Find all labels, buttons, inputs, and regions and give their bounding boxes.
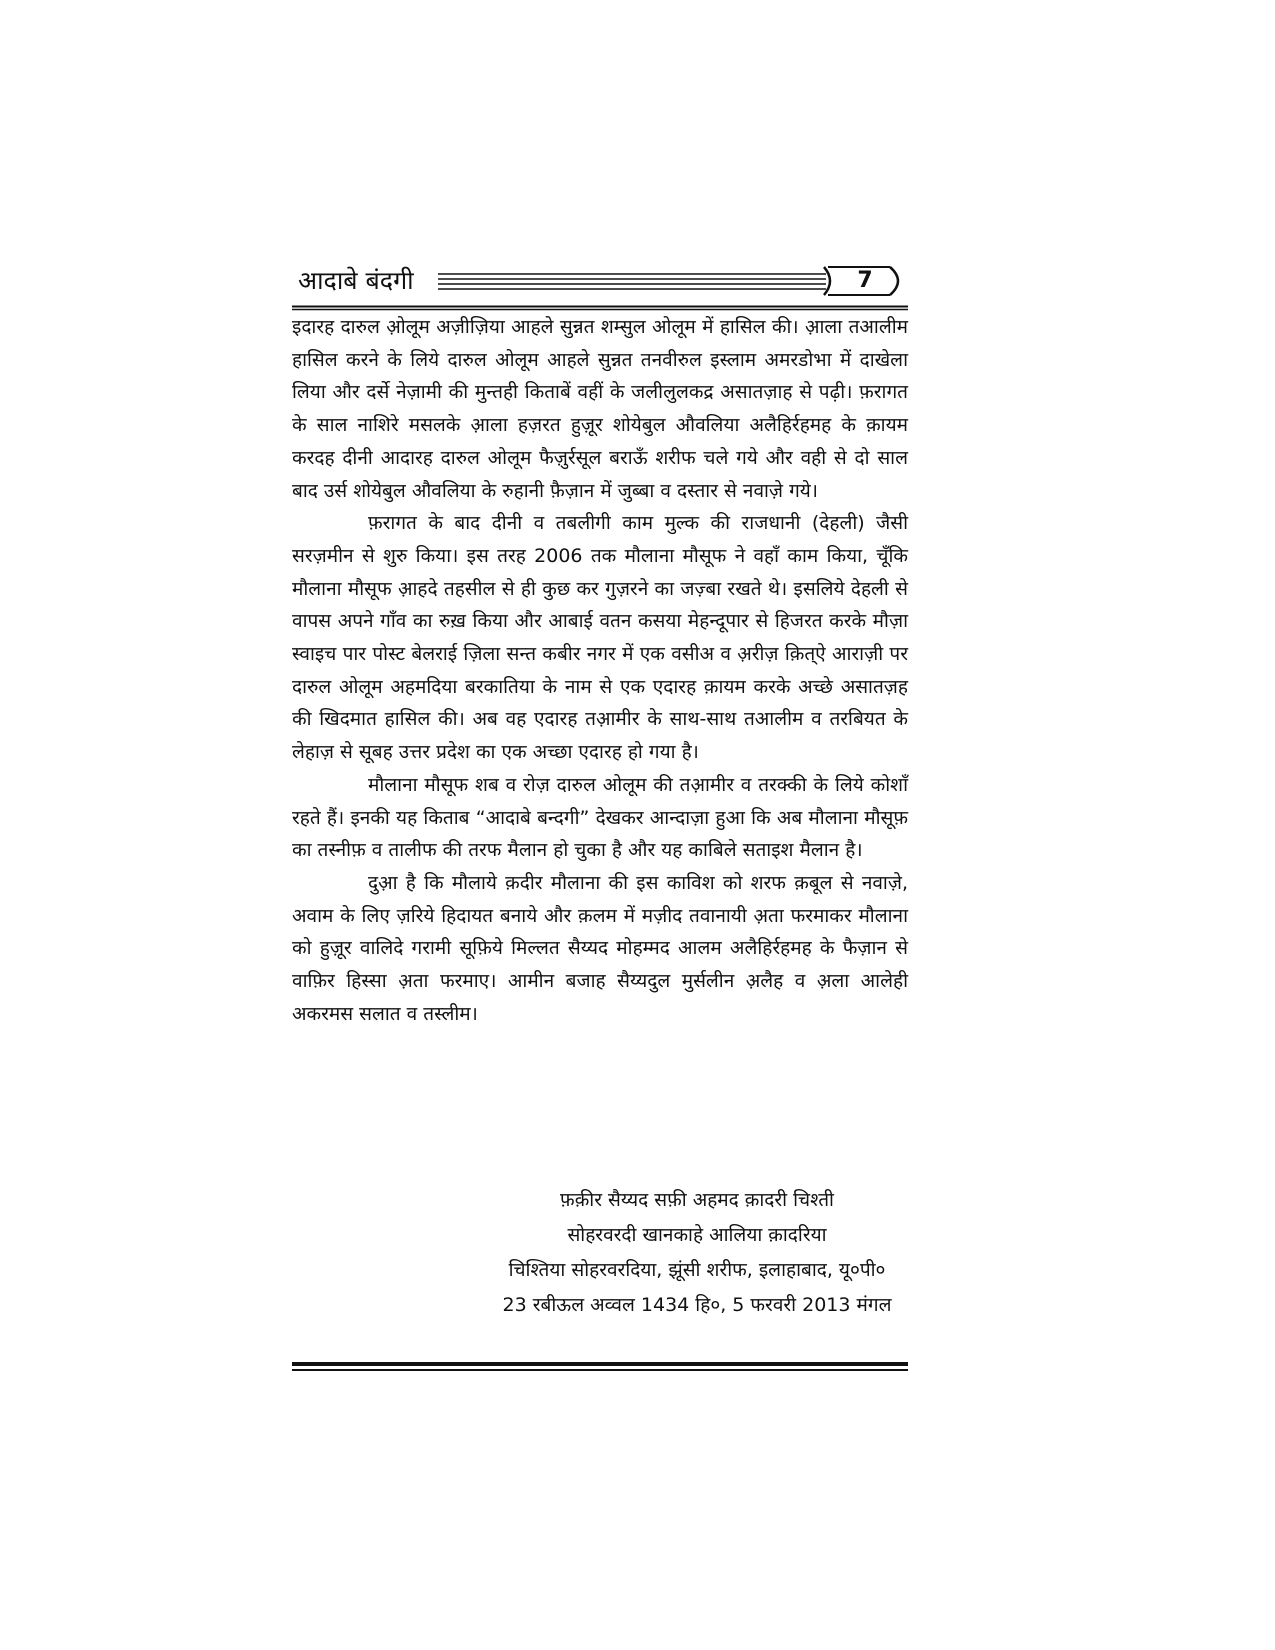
signature-title: सोहरवरदी खानकाहे आलिया क़ादरिया — [567, 1224, 827, 1246]
paragraph: फ़रागत के बाद दीनी व तबलीगी काम मुल्क की राजधानी (देहली) जैसी सरज़मीन से शुरु किया। इस तरह 2006 तक मौलाना मौसूफ ने वहाँ काम किया, चूँकि मौलाना मौसूफ आ़हदे तहसील से ही कुछ कर गुज़रने का जज़्बा रखते थे। इसलिये देहली से वापस अपने गाँव का रुख़ किया और आबाई वतन कसया मेहन्दूपार से हिजरत करके मौज़ा स्वाइच पार पोस्ट बेलराई ज़िला सन्त कबीर नगर में एक वसीअ व अ़रीज़ क़ित्ऐ आराज़ी पर दारुल ओलूम अहमदिया बरकातिया के नाम से एक एदारह क़ायम करके अच्छे असातज़ह की खिदमात हासिल की। अब वह एदारह तआ़मीर के साथ-साथ तआलीम व तरबियत के लेहाज़ से सूबह उत्तर प्रदेश का एक अच्छा एदारह हो गया है। — [292, 512, 908, 764]
page-number: 7 — [857, 268, 873, 293]
footer-rule-thick — [292, 1362, 908, 1366]
footer-rule-thin — [292, 1369, 908, 1371]
book-title: आदाबे बंदगी — [298, 266, 414, 295]
paragraph: मौलाना मौसूफ शब व रोज़ दारुल ओलूम की तआ़मीर व तरक्की के लिये कोशाँ रहते हैं। इनकी यह किताब “आदाबे बन्दगी” देखकर आन्दाज़ा हुआ कि अब मौलाना मौसूफ़ का तस्नीफ़ व तालीफ की तरफ मैलान हो चुका है और यह काबिले सताइश मैलान है। — [292, 773, 908, 862]
running-header — [292, 262, 910, 306]
body-text — [292, 311, 908, 1030]
paragraph: इदारह दारुल ओ़लूम अज़ीज़िया आहले सुन्नत शम्सुल ओलूम में हासिल की। आ़ला तआलीम हासिल करने के लिये दारुल ओलूम आहले सुन्नत तनवीरुल इस्लाम अमरडोभा में दाखेला लिया और दर्से नेज़ामी की मुन्तही किताबें वहीं के जलीलुलकद्र असातज़ाह से पढ़ी। फ़रागत के साल नाशिरे मसलके आ़ला हज़रत हुज़ूर शोयेबुल औवलिया अलैहिर्रहमह के क़ायम करदह दीनी आदारह दारुल ओलूम फैज़ुर्रसूल बराऊँ शरीफ चले गये और वही से दो साल बाद उर्स शोयेबुल औवलिया के रुहानी फ़ैज़ान में जुब्बा व दस्तार से नवाज़े गये। — [292, 316, 908, 502]
footer-rule — [292, 1362, 908, 1374]
signature-date: 23 रबीऊल अव्वल 1434 हि०, 5 फरवरी 2013 मंगल — [502, 1294, 892, 1316]
signature-block — [292, 1183, 1102, 1323]
signature-address: चिश्तिया सोहरवरदिया, झूंसी शरीफ, इलाहाबाद, यू०पी० — [508, 1259, 886, 1281]
header-ornament-lines — [438, 271, 826, 295]
paragraph: दुआ़ है कि मौलाये क़दीर मौलाना की इस काविश को शरफ क़बूल से नवाज़े, अवाम के लिए ज़रिये हिदायत बनाये और क़लम में मज़ीद तवानायी अ़ता फरमाकर मौलाना को हुज़ूर वालिदे गरामी सूफ़िये मिल्लत सैय्यद मोहम्मद आलम अलैहिर्रहमह के फैज़ान से वाफ़िर हिस्सा अ़ता फरमाए। आमीन बजाह सैय्यदुल मुर्सलीन अ़लैह व अ़ला आलेही अकरमस सलात व तस्लीम। — [292, 871, 908, 1025]
signature-name: फ़क़ीर सैय्यद सफ़ी अहमद क़ादरी चिश्ती — [560, 1189, 834, 1211]
